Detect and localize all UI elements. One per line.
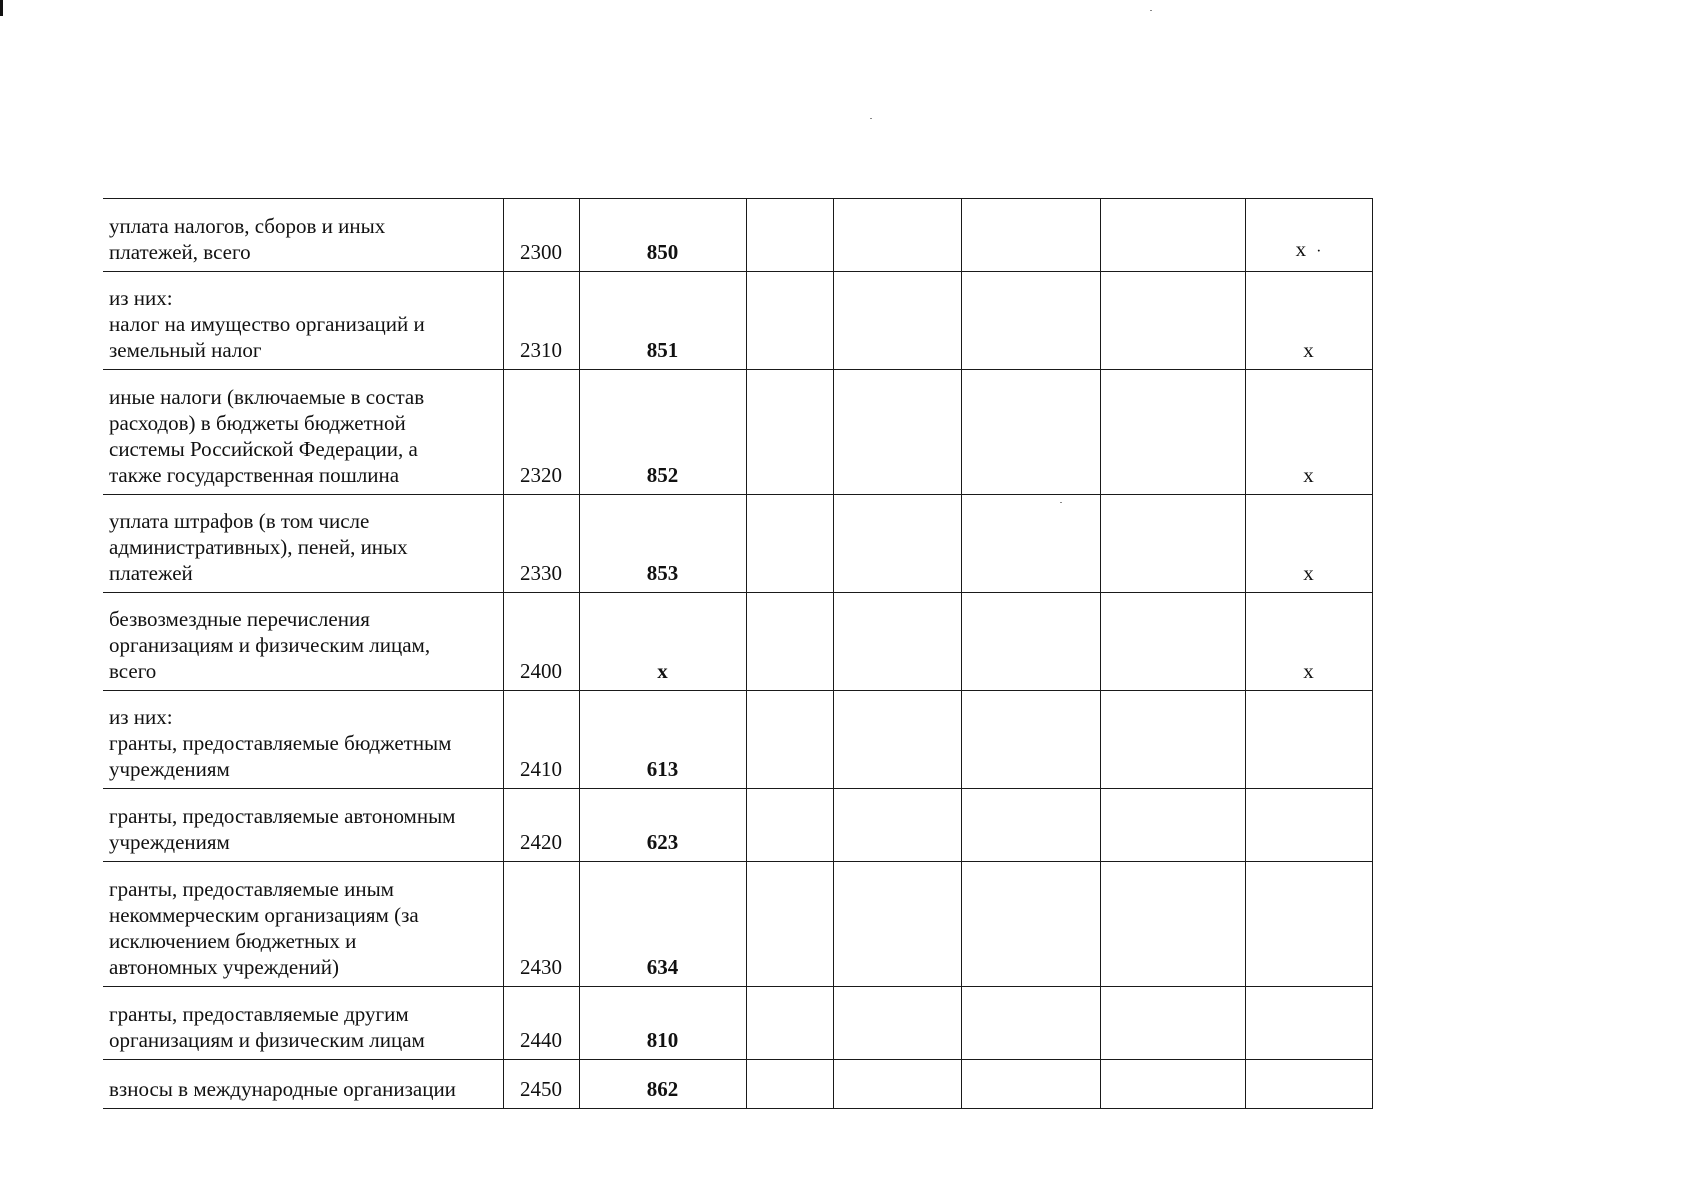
row-line-code: 2330 [503, 495, 579, 593]
table-row [103, 691, 1372, 789]
empty-cell [833, 862, 961, 987]
row-name-cell [103, 272, 503, 370]
row-line-code: 2310 [503, 272, 579, 370]
row-last-cell: x [1245, 593, 1372, 691]
row-budget-code: 810 [579, 987, 746, 1060]
row-line-code: 2450 [503, 1060, 579, 1109]
row-budget-code: 634 [579, 862, 746, 987]
table-row [103, 789, 1372, 862]
row-line-code: 2430 [503, 862, 579, 987]
empty-cell [746, 593, 833, 691]
empty-cell [746, 862, 833, 987]
table-row [103, 370, 1372, 495]
row-last-cell [1245, 691, 1372, 789]
row-name: гранты, предоставляемые другим организациям и физическим лицам [109, 1002, 425, 1052]
row-last-cell [1245, 789, 1372, 862]
empty-cell [1100, 199, 1245, 272]
financial-plan-table [103, 198, 1373, 1109]
empty-cell [1100, 987, 1245, 1060]
row-name: иные налоги (включаемые в состав расходов) в бюджеты бюджетной системы Российской Федерации, а также государственная пошлина [109, 385, 425, 487]
empty-cell [1100, 495, 1245, 593]
empty-cell [833, 691, 961, 789]
empty-cell [746, 199, 833, 272]
row-name: безвозмездные перечисления организациям и физическим лицам, всего [109, 607, 431, 683]
empty-cell [1100, 691, 1245, 789]
row-name-cell [103, 199, 503, 272]
empty-cell [833, 272, 961, 370]
row-line-code: 2410 [503, 691, 579, 789]
row-name-cell [103, 495, 503, 593]
row-name: уплата налогов, сборов и иных платежей, всего [109, 214, 386, 264]
row-budget-code: x [579, 593, 746, 691]
row-last-mark: x [1295, 237, 1307, 261]
empty-cell [833, 370, 961, 495]
stray-dot: · [1316, 243, 1322, 260]
empty-cell [961, 987, 1100, 1060]
empty-cell [746, 272, 833, 370]
empty-cell [961, 593, 1100, 691]
empty-cell [1100, 1060, 1245, 1109]
row-last-cell: x [1245, 272, 1372, 370]
empty-cell [1100, 593, 1245, 691]
empty-cell [833, 593, 961, 691]
row-name-cell [103, 987, 503, 1060]
empty-cell [961, 862, 1100, 987]
row-last-cell [1245, 862, 1372, 987]
scan-edge-mark [0, 0, 3, 16]
empty-cell [833, 987, 961, 1060]
row-line-code: 2420 [503, 789, 579, 862]
table-row [103, 987, 1372, 1060]
row-last-cell [1245, 199, 1372, 272]
row-name-cell [103, 862, 503, 987]
row-line-code: 2320 [503, 370, 579, 495]
row-name-cell [103, 789, 503, 862]
empty-cell [961, 691, 1100, 789]
empty-cell [961, 1060, 1100, 1109]
row-budget-code: 852 [579, 370, 746, 495]
row-name-cell [103, 691, 503, 789]
row-name: уплата штрафов (в том числе административных), пеней, иных платежей [109, 509, 408, 585]
scan-speck [870, 118, 872, 119]
row-name-cell [103, 593, 503, 691]
empty-cell [746, 495, 833, 593]
row-name-cell [103, 1060, 503, 1109]
row-last-cell [1245, 987, 1372, 1060]
row-budget-code: 851 [579, 272, 746, 370]
empty-cell [746, 1060, 833, 1109]
row-last-cell: x [1245, 370, 1372, 495]
table-row [103, 593, 1372, 691]
empty-cell [961, 495, 1100, 593]
empty-cell [833, 199, 961, 272]
table-row [103, 1060, 1372, 1109]
row-name: гранты, предоставляемые автономным учреждениям [109, 804, 456, 854]
empty-cell [961, 272, 1100, 370]
empty-cell [746, 987, 833, 1060]
table-row [103, 272, 1372, 370]
row-last-cell: x [1245, 495, 1372, 593]
empty-cell [833, 495, 961, 593]
empty-cell [746, 691, 833, 789]
row-last-cell [1245, 1060, 1372, 1109]
row-budget-code: 862 [579, 1060, 746, 1109]
empty-cell [833, 789, 961, 862]
empty-cell [961, 789, 1100, 862]
scan-speck [1150, 10, 1152, 11]
table-row [103, 199, 1372, 272]
row-budget-code: 853 [579, 495, 746, 593]
row-name-cell [103, 370, 503, 495]
empty-cell [746, 789, 833, 862]
empty-cell [1100, 272, 1245, 370]
empty-cell [961, 199, 1100, 272]
row-line-code: 2400 [503, 593, 579, 691]
row-line-code: 2440 [503, 987, 579, 1060]
row-line-code: 2300 [503, 199, 579, 272]
row-budget-code: 613 [579, 691, 746, 789]
empty-cell [961, 370, 1100, 495]
row-budget-code: 623 [579, 789, 746, 862]
row-budget-code: 850 [579, 199, 746, 272]
row-name: гранты, предоставляемые иным некоммерческим организациям (за исключением бюджетных и автономных учреждений) [109, 877, 419, 979]
row-name: из них: гранты, предоставляемые бюджетным учреждениям [109, 705, 452, 781]
empty-cell [1100, 370, 1245, 495]
empty-cell [1100, 862, 1245, 987]
empty-cell [746, 370, 833, 495]
empty-cell [833, 1060, 961, 1109]
table-row [103, 862, 1372, 987]
row-name: из них: налог на имущество организаций и земельный налог [109, 286, 425, 362]
table-row [103, 495, 1372, 593]
empty-cell [1100, 789, 1245, 862]
row-name: взносы в международные организации [109, 1077, 456, 1101]
